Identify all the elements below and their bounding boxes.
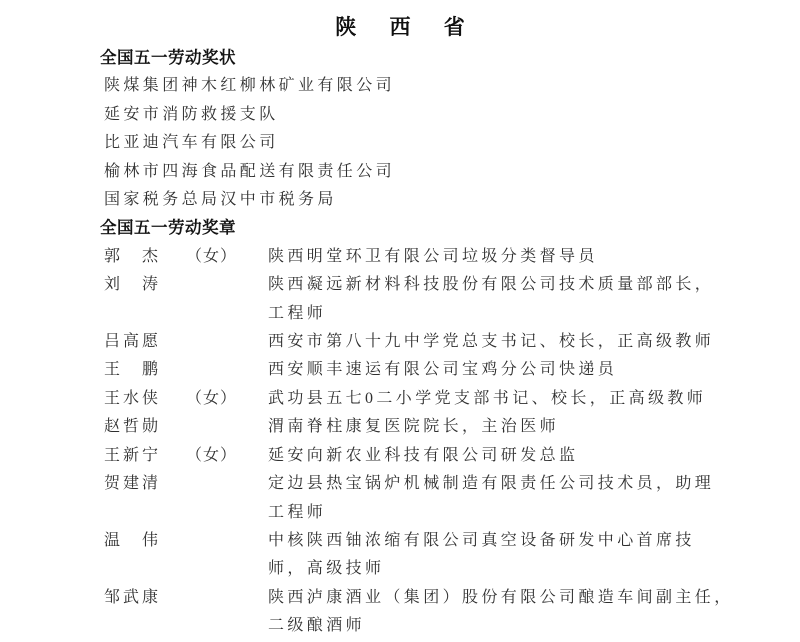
recipient-name: 王鹏 xyxy=(104,361,158,379)
recipient-name: 郭杰 xyxy=(104,247,158,265)
recipient-name: 赵哲勋 xyxy=(104,418,158,436)
entry-description xyxy=(268,356,718,384)
entry-description xyxy=(268,328,718,356)
entry-description xyxy=(268,442,718,470)
description-line: 二级酿酒师 xyxy=(268,617,366,635)
org-item: 榆林市四海食品配送有限责任公司 xyxy=(104,162,396,180)
org-item: 陕煤集团神木红柳林矿业有限公司 xyxy=(104,77,396,95)
recipient-name: 吕高愿 xyxy=(104,333,158,351)
gender-label: （女） xyxy=(186,446,238,464)
entry-description xyxy=(268,527,718,584)
gender-label: （女） xyxy=(186,247,238,265)
entry-row xyxy=(104,385,710,413)
description-line: 渭南脊柱康复医院院长，主治医师 xyxy=(268,418,560,436)
recipient-name: 刘涛 xyxy=(104,276,158,294)
recipient-name: 温伟 xyxy=(104,531,158,549)
section-header-medal: 全国五一劳动奖章 xyxy=(100,219,236,238)
entry-row xyxy=(104,442,710,470)
entry-row xyxy=(104,243,710,271)
entry-row xyxy=(104,470,715,527)
entry-row xyxy=(104,527,710,584)
entry-description xyxy=(268,413,718,441)
description-line: 陕西凝远新材料科技股份有限公司技术质量部部长， xyxy=(268,276,715,294)
entry-description xyxy=(268,584,734,641)
entry-row xyxy=(104,328,715,356)
entry-description xyxy=(268,470,718,527)
description-line: 中核陕西铀浓缩有限公司真空设备研发中心首席技 xyxy=(268,531,695,549)
entry-row xyxy=(104,413,710,441)
description-line: 工程师 xyxy=(268,503,327,521)
recipient-name: 贺建清 xyxy=(104,475,158,493)
description-line: 武功县五七0二小学党支部书记、校长，正高级教师 xyxy=(268,389,707,407)
recipient-name: 王水侠 xyxy=(104,389,158,407)
description-line: 师，高级技师 xyxy=(268,560,385,578)
org-item: 比亚迪汽车有限公司 xyxy=(104,134,279,152)
entry-row xyxy=(104,584,734,641)
document-content xyxy=(100,44,734,641)
recipient-name: 王新宁 xyxy=(104,446,158,464)
entry-description xyxy=(268,271,718,328)
description-line: 工程师 xyxy=(268,304,327,322)
description-line: 延安向新农业科技有限公司研发总监 xyxy=(268,446,579,464)
recipient-name: 邹武康 xyxy=(104,588,158,606)
entry-row xyxy=(104,356,710,384)
page-title: 陕 西 省 xyxy=(335,15,479,39)
description-line: 陕西泸康酒业（集团）股份有限公司酿造车间副主任， xyxy=(268,588,734,606)
org-item: 国家税务总局汉中市税务局 xyxy=(104,191,337,209)
gender-label: （女） xyxy=(186,389,238,407)
entry-description xyxy=(268,385,718,413)
description-line: 西安市第八十九中学党总支书记、校长，正高级教师 xyxy=(268,333,715,351)
entry-row xyxy=(104,271,715,328)
org-item: 延安市消防救援支队 xyxy=(104,105,279,123)
description-line: 西安顺丰速运有限公司宝鸡分公司快递员 xyxy=(268,361,618,379)
description-line: 定边县热宝锅炉机械制造有限责任公司技术员，助理 xyxy=(268,475,715,493)
entry-description xyxy=(268,243,718,271)
section-header-certificate: 全国五一劳动奖状 xyxy=(100,49,236,67)
description-line: 陕西明堂环卫有限公司垃圾分类督导员 xyxy=(268,247,598,265)
